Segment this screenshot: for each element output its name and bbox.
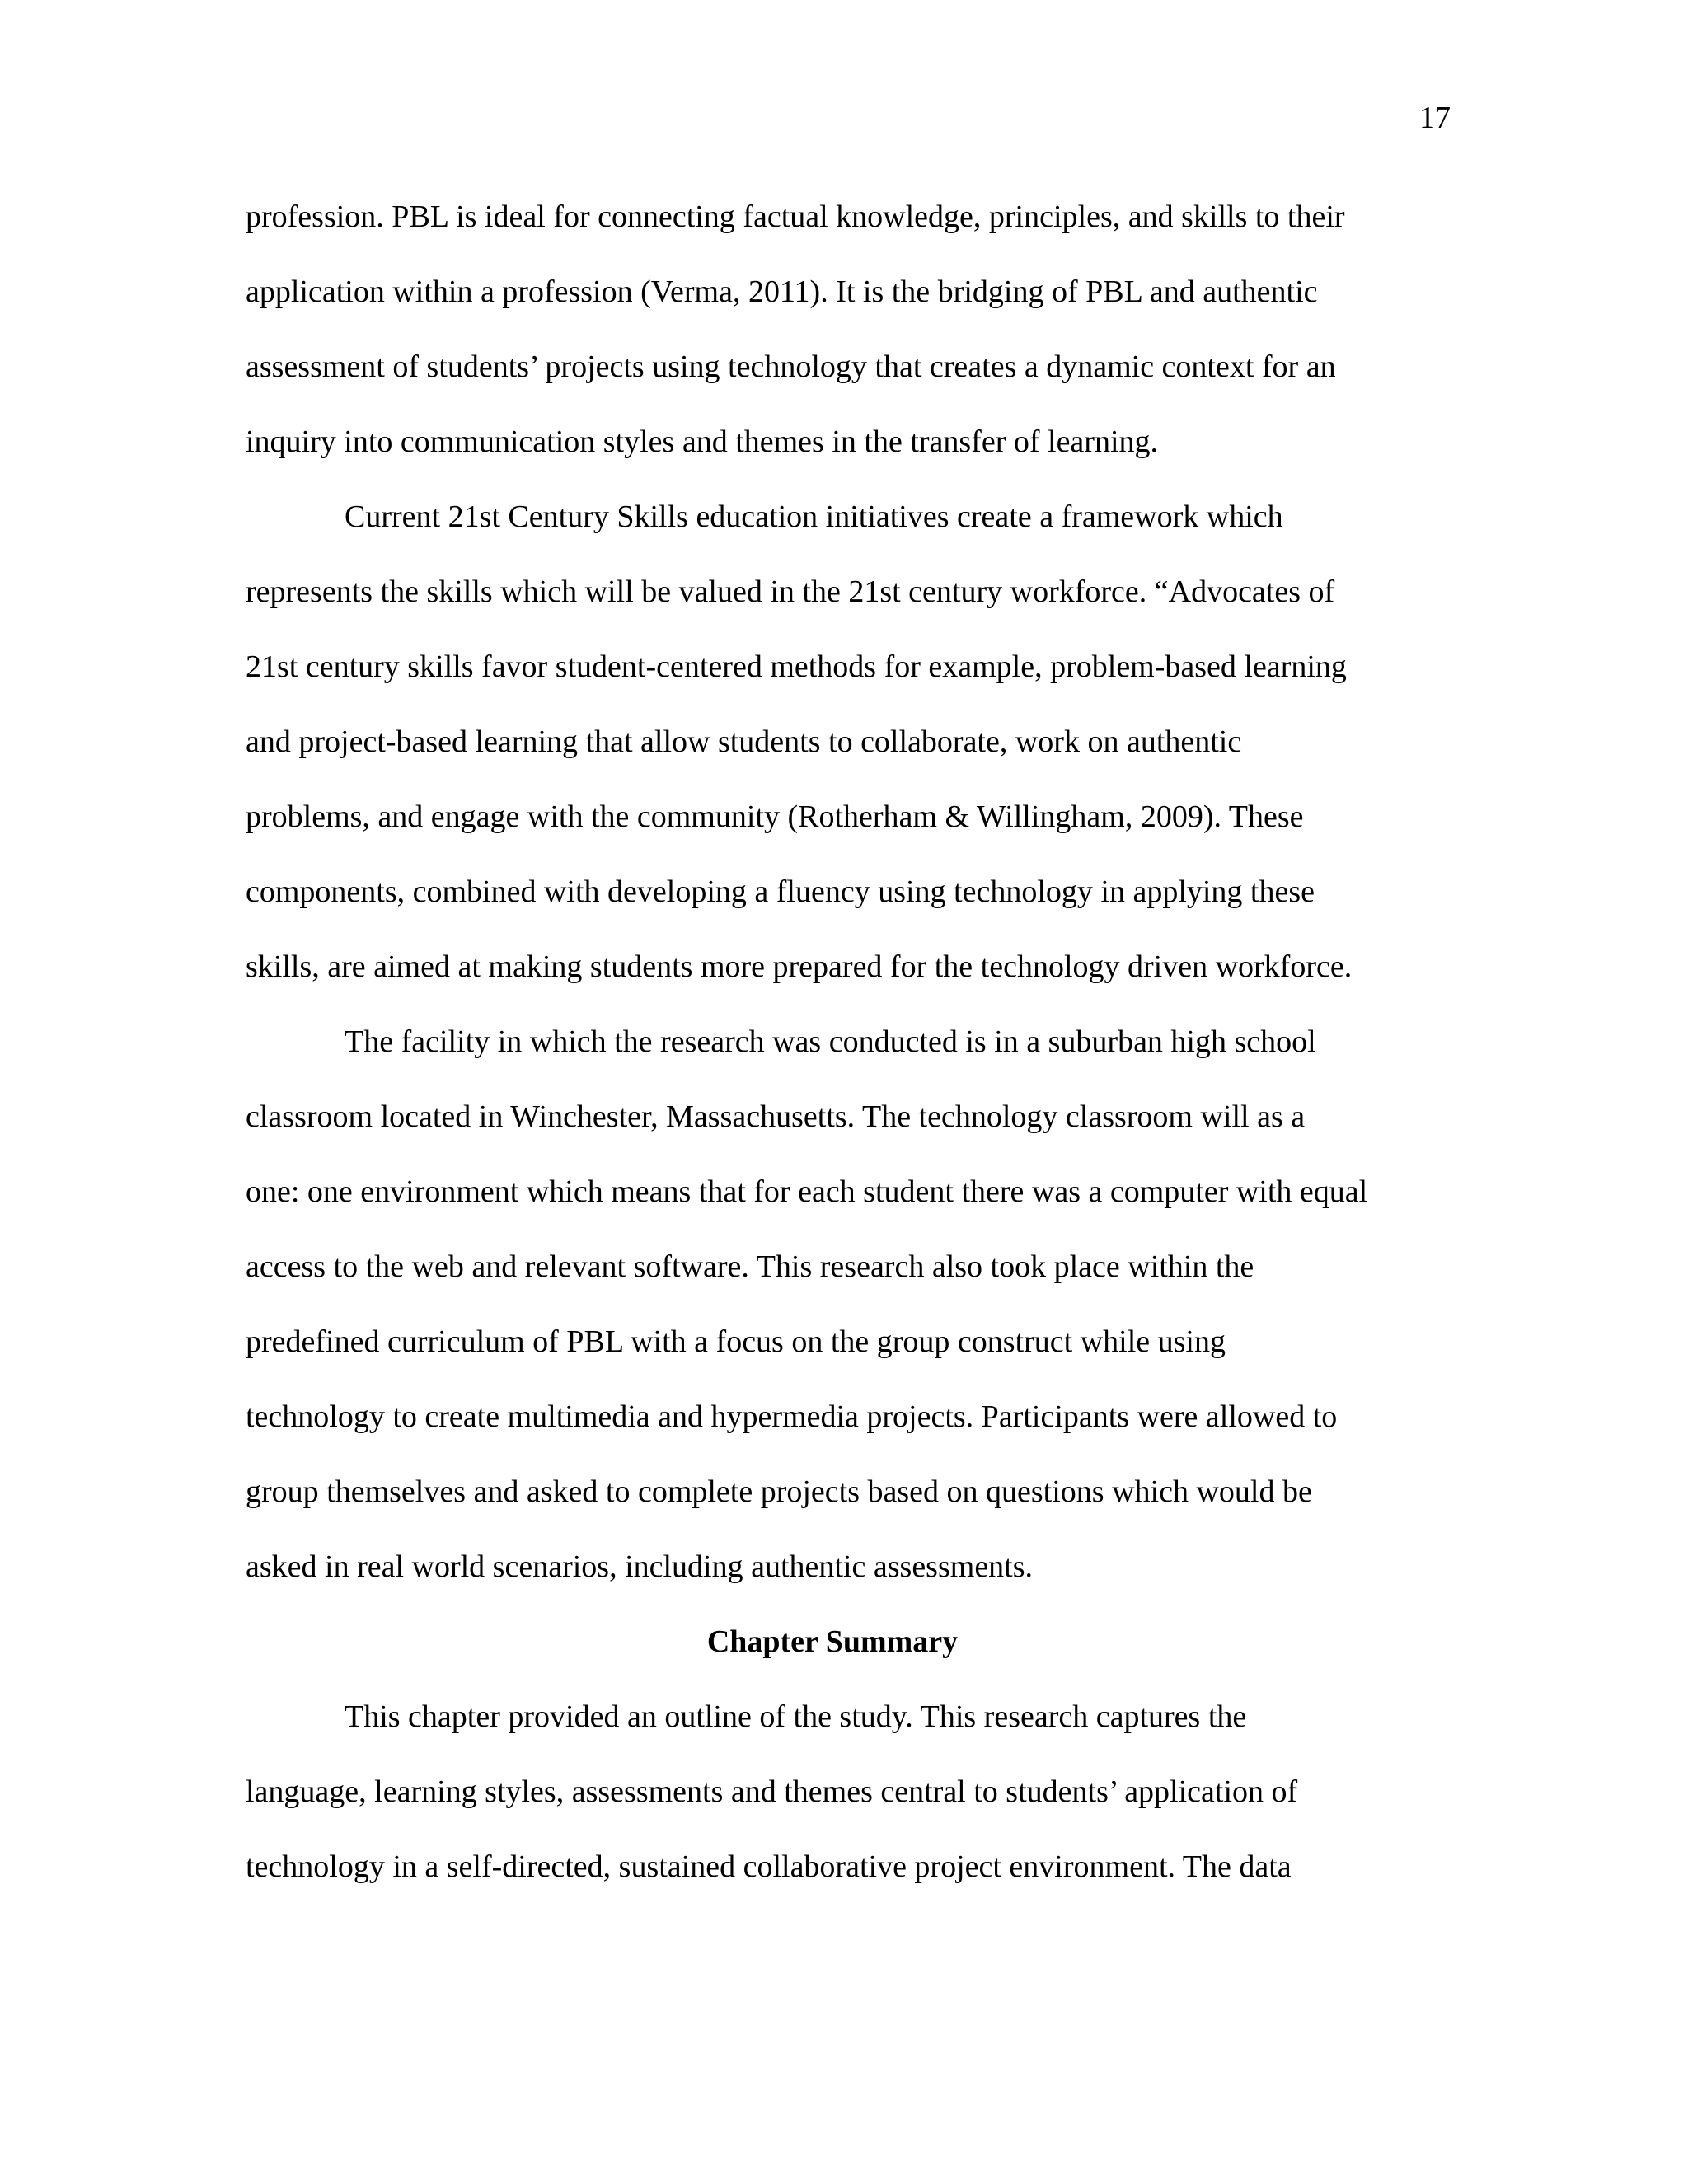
text-line: inquiry into communication styles and themes in the transfer of learning. [246, 424, 1159, 459]
text-line: Current 21st Century Skills education initiatives create a framework which [345, 499, 1283, 534]
text-line: represents the skills which will be valued in the 21st century workforce. “Advocates of [246, 574, 1335, 609]
text-line: and project-based learning that allow students to collaborate, work on authentic [246, 724, 1242, 759]
page-number: 17 [1419, 101, 1451, 135]
text-line: asked in real world scenarios, including authentic assessments. [246, 1549, 1034, 1584]
text-line: skills, are aimed at making students more prepared for the technology driven workforce. [246, 949, 1353, 984]
text-line: application within a profession (Verma, 2011). It is the bridging of PBL and authentic [246, 274, 1318, 309]
text-line: technology to create multimedia and hypermedia projects. Participants were allowed to [246, 1399, 1338, 1434]
text-line: problems, and engage with the community (Rotherham & Willingham, 2009). These [246, 799, 1304, 834]
text-line: technology in a self-directed, sustained collaborative project environment. The data [246, 1849, 1292, 1884]
section-heading: Chapter Summary [706, 1624, 959, 1659]
text-line: access to the web and relevant software. This research also took place within the [246, 1249, 1254, 1284]
text-line: language, learning styles, assessments and themes central to students’ application of [246, 1774, 1298, 1809]
text-line: predefined curriculum of PBL with a focus on the group construct while using [246, 1324, 1226, 1359]
text-line: assessment of students’ projects using technology that creates a dynamic context for an [246, 349, 1336, 384]
text-line: This chapter provided an outline of the study. This research captures the [345, 1699, 1247, 1734]
text-line: one: one environment which means that for each student there was a computer with equal [246, 1174, 1368, 1209]
text-line: profession. PBL is ideal for connecting factual knowledge, principles, and skills to their [246, 199, 1345, 234]
text-line: The facility in which the research was conducted is in a suburban high school [345, 1024, 1316, 1059]
text-line: 21st century skills favor student-centered methods for example, problem-based learning [246, 649, 1347, 684]
text-line: components, combined with developing a fluency using technology in applying these [246, 874, 1315, 909]
text-line: group themselves and asked to complete projects based on questions which would be [246, 1474, 1312, 1509]
text-line: classroom located in Winchester, Massachusetts. The technology classroom will as a [246, 1099, 1306, 1134]
